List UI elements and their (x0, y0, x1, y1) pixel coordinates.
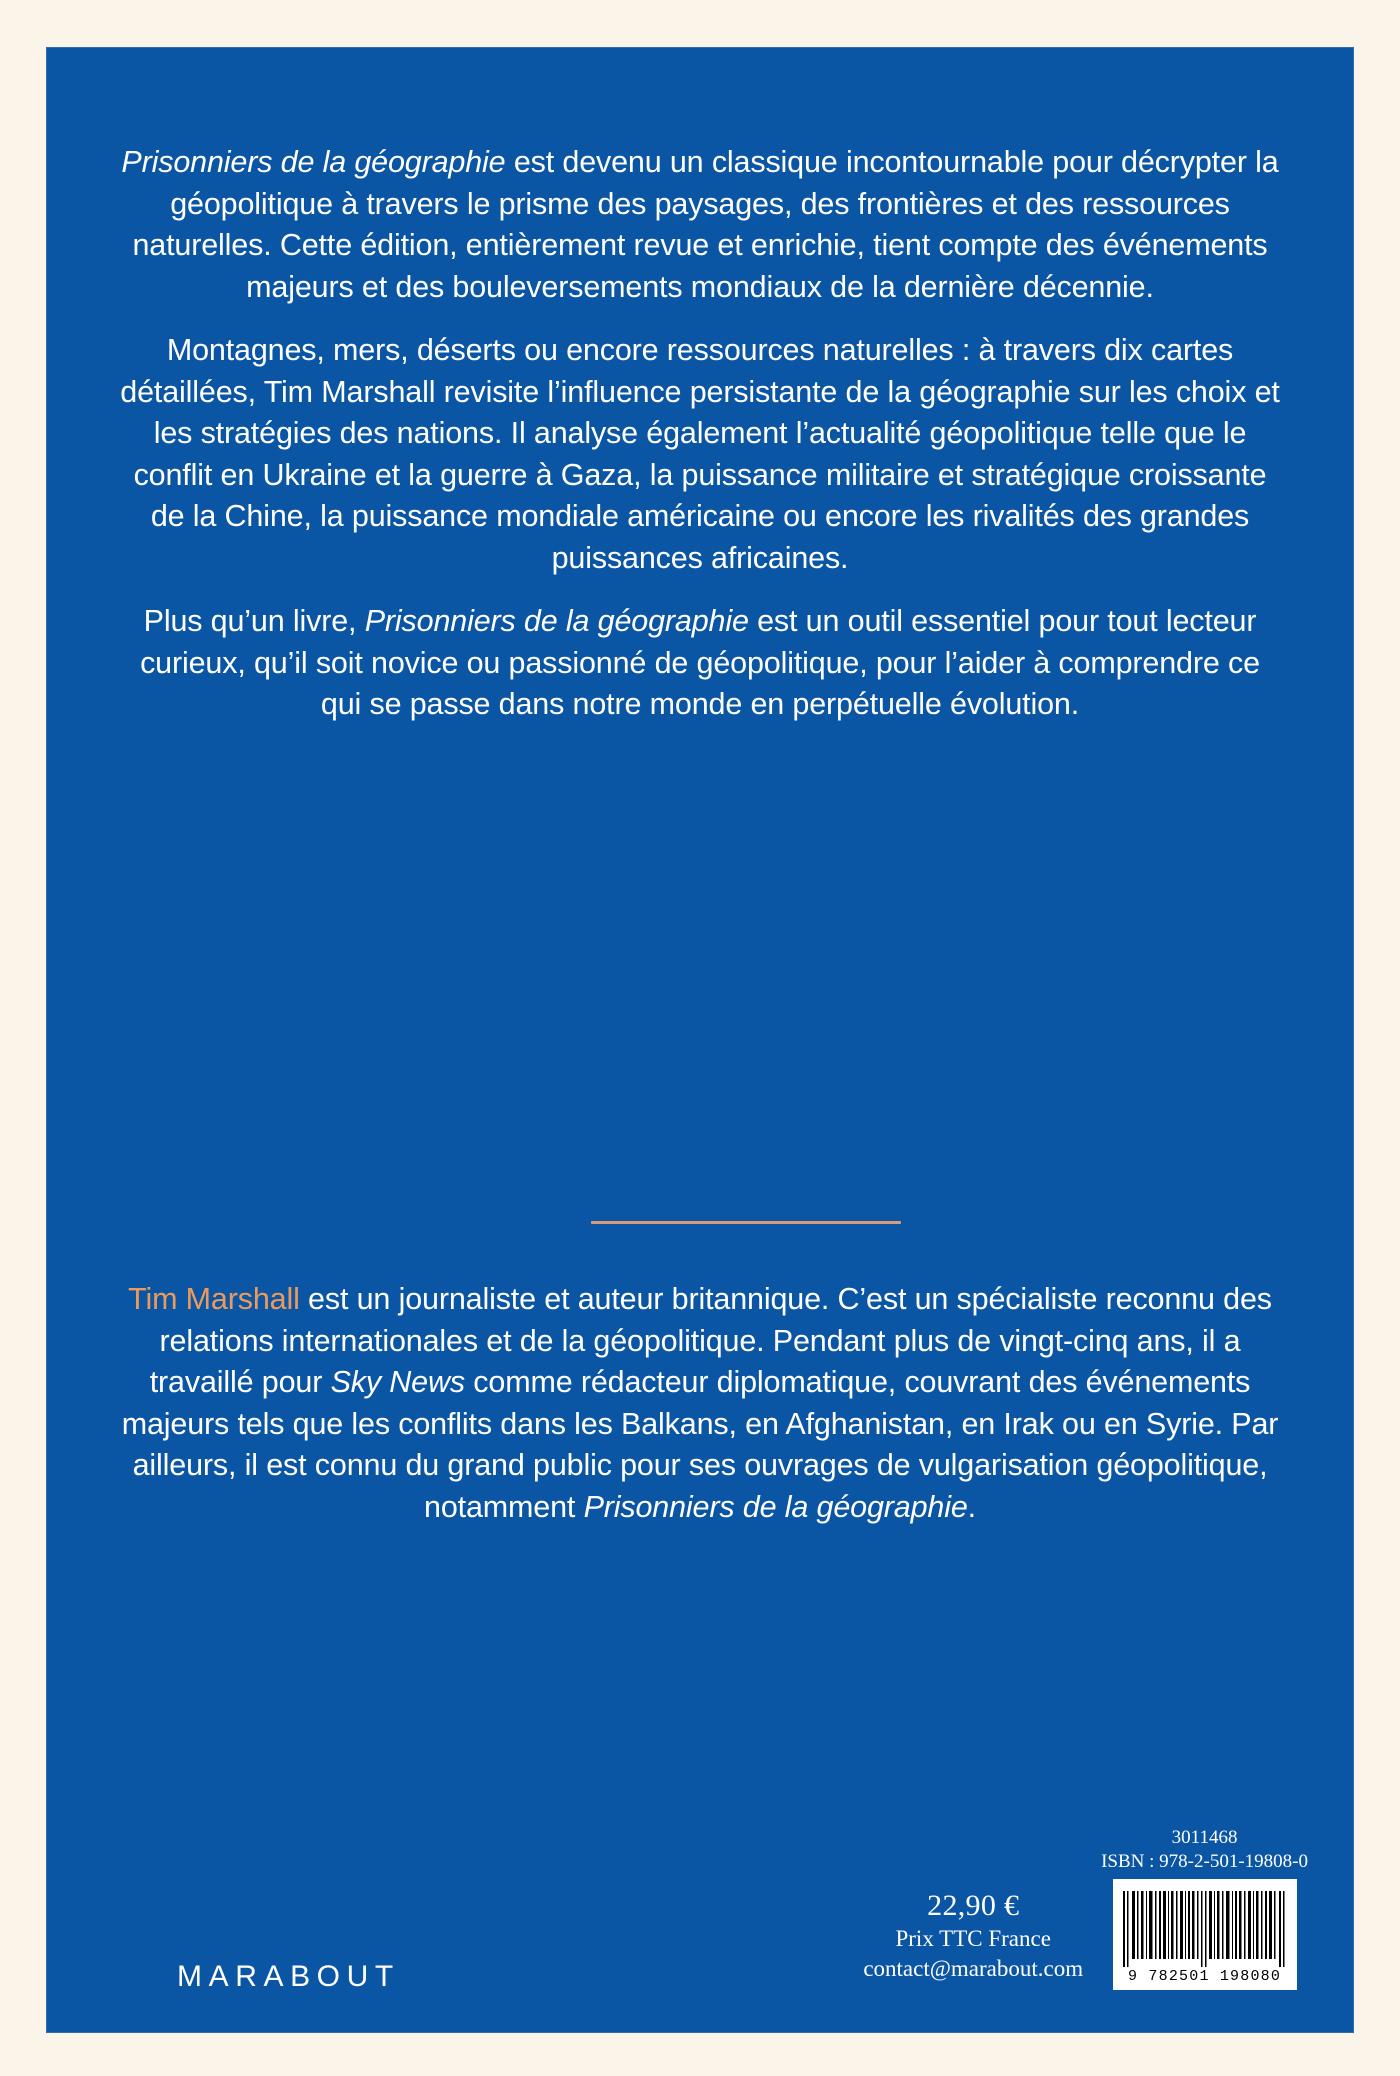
section-divider-wrapper (92, 1219, 1400, 1225)
isbn-number: ISBN : 978-2-501-19808-0 (1101, 1851, 1308, 1872)
back-cover-panel (46, 47, 1354, 2033)
employer-name-italic: Sky News (330, 1365, 465, 1399)
blurb-paragraph-3-after: est un outil essentiel pour tout lecteur curieux, qu’il soit novice ou passionné de géopolitique, pour l’aider à comprendre ce qui se passe dans notre monde en perpétuelle évolution. (140, 604, 1260, 721)
isbn-metadata (1101, 1826, 1308, 1874)
blurb-paragraph-3-before: Plus qu’un livre, (143, 604, 365, 638)
commercial-info-block (863, 1826, 1308, 1990)
blurb-paragraph-2: Montagnes, mers, déserts ou encore ressources naturelles : à travers dix cartes détaillées, Tim Marshall revisite l’influence persistante de la géographie sur les choix et les stratégies des nations. Il analyse également l’actualité géopolitique telle que le conflit en Ukraine et la guerre à Gaza, la puissance militaire et stratégique croissante de la Chine, la puissance mondiale américaine ou encore les rivalités des grandes puissances africaines. (120, 333, 1280, 575)
book-title-italic-3: Prisonniers de la géographie (583, 1489, 968, 1524)
blurb-paragraph-3 (116, 601, 1284, 726)
ean13-barcode (1113, 1879, 1297, 1990)
author-biography (116, 1279, 1284, 1528)
section-divider-rule (591, 1221, 901, 1224)
reference-number: 3011468 (1171, 1827, 1238, 1848)
book-title-italic-1: Prisonniers de la géographie (121, 145, 506, 179)
barcode-digits: 9 782501 198080 (1128, 1968, 1282, 1985)
blurb-paragraph-1 (116, 142, 1284, 308)
price-label: Prix TTC France (895, 1926, 1051, 1951)
blurb-paragraph-1-rest: est devenu un classique incontournable pour décrypter la géopolitique à travers le prisme des paysages, des frontières et des ressources naturelles. Cette édition, entièrement revue et enrichie, tient compte des événements majeurs et des bouleversements mondiaux de la dernière décennie. (132, 145, 1279, 304)
bio-text-part-3: . (967, 1489, 976, 1524)
author-biography-text (116, 1279, 1284, 1528)
book-title-italic-2: Prisonniers de la géographie (364, 604, 749, 638)
author-name: Tim Marshall (128, 1282, 300, 1316)
bio-text-part-1: est un journaliste et auteur britannique. C’est un spécialiste reconnu des relations internationales et de la géopolitique. Pendant plus de vingt-cinq ans, il a travaillé pour (149, 1282, 1272, 1399)
barcode-bars-icon (1121, 1891, 1289, 1967)
bio-text-part-2: comme rédacteur diplomatique, couvrant des événements majeurs tels que les conflits dans les Balkans, en Afghanistan, en Irak ou en Syrie. Par ailleurs, il est connu du grand public pour ses ouvrages de vulgarisation géopolitique, notamment (121, 1365, 1279, 1524)
contact-email: contact@marabout.com (863, 1956, 1084, 1981)
book-blurb (116, 142, 1284, 726)
price-amount: 22,90 € (927, 1889, 1020, 1922)
price-column (863, 1888, 1101, 1990)
publisher-logo: MARABOUT (177, 1960, 400, 1993)
isbn-column (1101, 1826, 1308, 1990)
